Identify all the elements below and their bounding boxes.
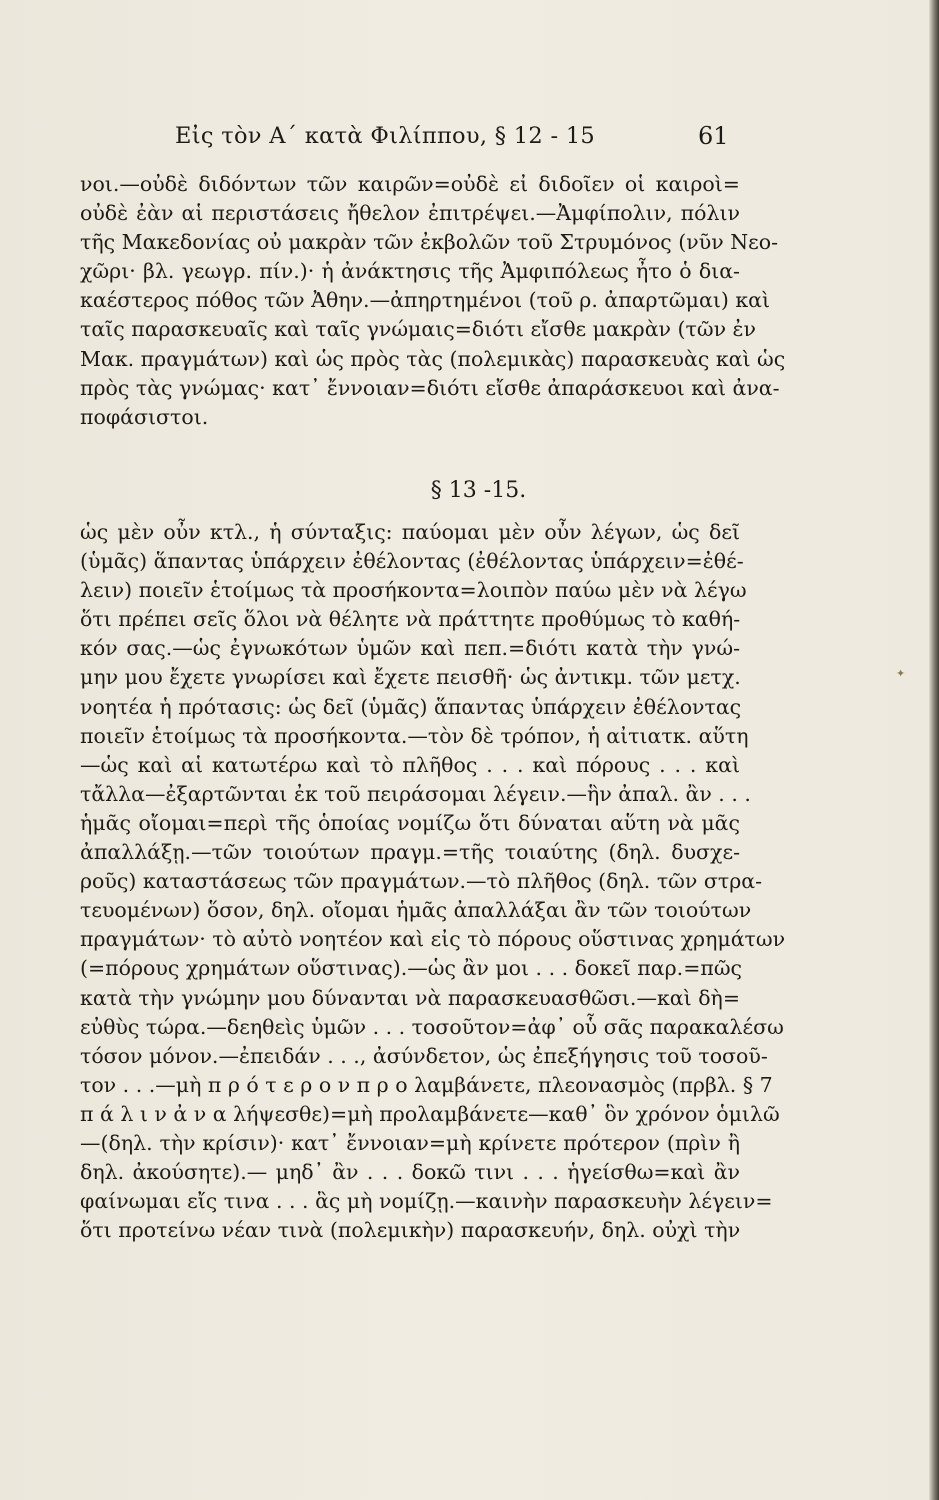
text-line: τον . . .—μὴ π ρ ό τ ε ρ ο ν π ρ ο λαμβάνετε, πλεονασμὸς (πρβλ. § 7: [80, 1072, 773, 1097]
text-line: ροῦς) καταστάσεως τῶν πραγμάτων.—τὸ πλῆθος (δηλ. τῶν στρα-: [80, 869, 763, 894]
text-line: χῶρι· βλ. γεωγρ. πίν.)· ἡ ἀνάκτησις τῆς Ἀμφιπόλεως ἦτο ὁ δια-: [80, 259, 740, 284]
running-title: Εἰς τὸν Α΄ κατὰ Φιλίππου, § 12 - 15: [175, 123, 596, 149]
text-line: οὐδὲ ἐὰν αἱ περιστάσεις ἤθελον ἐπιτρέψει.—Ἀμφίπολιν, πόλιν: [80, 201, 740, 226]
margin-mark-icon: ✦: [896, 667, 906, 680]
text-line: (=πόρους χρημάτων οὕστινας).—ὡς ἂν μοι . . . δοκεῖ παρ.=πῶς: [80, 956, 743, 981]
text-line: τευομένων) ὅσον, δηλ. οἴομαι ἡμᾶς ἀπαλλάξαι ἂν τῶν τοιούτων: [80, 898, 752, 923]
text-line: νοι.—οὐδὲ διδόντων τῶν καιρῶν=οὐδὲ εἰ διδοῖεν οἱ καιροὶ=: [80, 172, 740, 196]
text-line: ποφάσιστοι.: [80, 404, 209, 429]
text-line: ὅτι πρέπει σεῖς ὅλοι νὰ θέλητε νὰ πράττητε προθύμως τὸ καθή-: [80, 607, 741, 632]
text-line: πρὸς τὰς γνώμας· κατ᾽ ἔννοιαν=διότι εἴσθε ἀπαράσκευοι καὶ ἀνα-: [80, 375, 780, 400]
text-line: Μακ. πραγμάτων) καὶ ὡς πρὸς τὰς (πολεμικὰς) παρασκευὰς καὶ ὡς: [80, 346, 786, 371]
text-line: κατὰ τὴν γνώμην μου δύνανται νὰ παρασκευασθῶσι.—καὶ δὴ=: [80, 985, 740, 1010]
page-number: 61: [698, 122, 729, 150]
text-line: κόν σας.—ὡς ἐγνωκότων ὑμῶν καὶ πεπ.=διότι κατὰ τὴν γνώ-: [80, 636, 740, 661]
section-heading: § 13 -15.: [430, 478, 527, 503]
text-line: εὐθὺς τώρα.—δεηθεὶς ὑμῶν . . . τοσοῦτον=ἀφ᾽ οὗ σᾶς παρακαλέσω: [80, 1014, 784, 1039]
commentary-paragraph-2: [80, 518, 786, 1245]
text-line: λειν) ποιεῖν ἑτοίμως τὰ προσήκοντα=λοιπὸν παύω μὲν νὰ λέγω: [80, 578, 747, 603]
commentary-paragraph-1: [80, 170, 786, 432]
text-line: καέστερος πόθος τῶν Ἀθην.—ἀπηρτημένοι (τοῦ ρ. ἀπαρτῶμαι) καὶ: [80, 288, 771, 313]
text-line: μην μου ἔχετε γνωρίσει καὶ ἔχετε πεισθῆ· ὡς ἀντικμ. τῶν μετχ.: [80, 665, 741, 690]
text-line: τἄλλα—ἐξαρτῶνται ἐκ τοῦ πειράσομαι λέγειν.—ἣν ἀπαλ. ἂν . . .: [80, 781, 751, 806]
text-line: τόσον μόνον.—ἐπειδάν . . ., ἀσύνδετον, ὡς ἐπεξήγησις τοῦ τοσοῦ-: [80, 1043, 768, 1068]
page-edge-shadow: [929, 0, 939, 1500]
text-line: νοητέα ἡ πρότασις: ὡς δεῖ (ὑμᾶς) ἅπαντας ὑπάρχειν ἐθέλοντας: [80, 694, 742, 719]
text-line: πραγμάτων· τὸ αὐτὸ νοητέον καὶ εἰς τὸ πόρους οὕστινας χρημάτων: [80, 927, 786, 952]
text-line: φαίνωμαι εἴς τινα . . . ἃς μὴ νομίζῃ.—καινὴν παρασκευὴν λέγειν=: [80, 1189, 773, 1214]
text-line: (ὑμᾶς) ἅπαντας ὑπάρχειν ἐθέλοντας (ἐθέλοντας ὑπάρχειν=ἐθέ-: [80, 549, 744, 574]
text-line: ὡς μὲν οὖν κτλ., ἡ σύνταξις: παύομαι μὲν οὖν λέγων, ὡς δεῖ: [80, 520, 740, 544]
text-line: π ά λ ι ν ἀ ν α λήψεσθε)=μὴ προλαμβάνετε—καθ᾽ ὃν χρόνον ὁμιλῶ: [80, 1101, 780, 1126]
text-line: —ὡς καὶ αἱ κατωτέρω καὶ τὸ πλῆθος . . . καὶ πόρους . . . καὶ: [80, 752, 740, 777]
text-line: ποιεῖν ἑτοίμως τὰ προσήκοντα.—τὸν δὲ τρόπον, ἡ αἰτιατκ. αὕτη: [80, 723, 749, 748]
text-line: ταῖς παρασκευαῖς καὶ ταῖς γνώμαις=διότι εἴσθε μακρὰν (τῶν ἐν: [80, 317, 757, 342]
text-line: ἀπαλλάξῃ.—τῶν τοιούτων πραγμ.=τῆς τοιαύτης (δηλ. δυσχε-: [80, 840, 740, 865]
text-line: τῆς Μακεδονίας οὐ μακρὰν τῶν ἐκβολῶν τοῦ Στρυμόνος (νῦν Νεο-: [80, 230, 779, 255]
text-line: ὅτι προτείνω νέαν τινὰ (πολεμικὴν) παρασκευήν, δηλ. οὐχὶ τὴν: [80, 1218, 741, 1243]
text-line: δηλ. ἀκούσητε).— μηδ᾽ ἂν . . . δοκῶ τινι . . . ἡγείσθω=καὶ ἂν: [80, 1160, 740, 1185]
text-line: —(δηλ. τὴν κρίσιν)· κατ᾽ ἔννοιαν=μὴ κρίνετε πρότερον (πρὶν ἢ: [80, 1130, 740, 1155]
running-header: [0, 118, 939, 154]
text-line: ἡμᾶς οἴομαι=περὶ τῆς ὁποίας νομίζω ὅτι δύναται αὕτη νὰ μᾶς: [80, 810, 740, 835]
